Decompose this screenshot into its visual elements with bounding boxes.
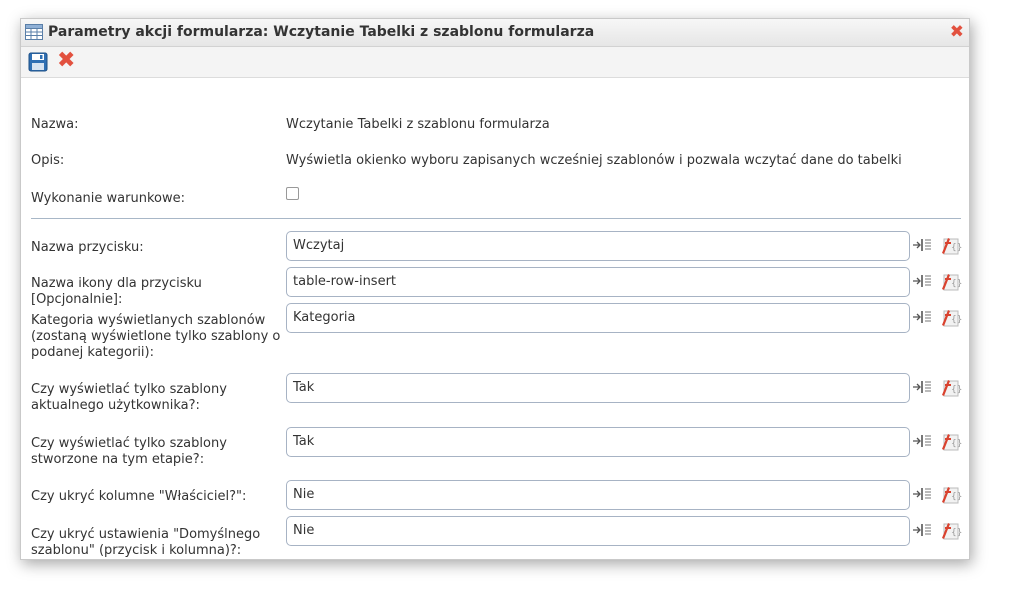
button-name-label: Nazwa przycisku:: [31, 240, 144, 255]
hide-default-template-field[interactable]: [286, 516, 910, 546]
insert-variable-icon[interactable]: [912, 523, 932, 537]
action-parameters-dialog: [20, 18, 970, 560]
svg-text:{}: {}: [951, 492, 963, 502]
hide-owner-column-value: Nie: [293, 487, 315, 502]
current-user-only-field[interactable]: [286, 373, 910, 403]
button-name-field[interactable]: [286, 231, 910, 261]
template-category-label: Kategoria wyświetlanych szablonów (zostaną wyświetlone tylko szablony o podanej kategorii):: [31, 313, 281, 360]
insert-variable-icon[interactable]: [912, 310, 932, 324]
insert-variable-icon[interactable]: [912, 274, 932, 288]
function-editor-icon[interactable]: [939, 307, 963, 327]
current-user-only-value: Tak: [293, 380, 315, 395]
svg-text:{}: {}: [951, 528, 963, 538]
svg-text:{}: {}: [951, 279, 963, 289]
section-divider: [31, 218, 961, 219]
current-user-only-label: Czy wyświetlać tylko szablony aktualnego użytkownika?:: [31, 382, 227, 413]
function-editor-icon[interactable]: [939, 271, 963, 291]
dialog-title: Parametry akcji formularza: Wczytanie Tabelki z szablonu formularza: [48, 24, 595, 40]
dialog-titlebar[interactable]: [21, 19, 969, 47]
this-stage-only-value: Tak: [293, 434, 315, 449]
insert-variable-icon[interactable]: [912, 238, 932, 252]
template-category-field[interactable]: [286, 303, 910, 333]
this-stage-only-field[interactable]: [286, 427, 910, 457]
hide-default-template-label: Czy ukryć ustawienia "Domyślnego szablonu" (przycisk i kolumna)?:: [31, 527, 261, 558]
function-editor-icon[interactable]: [939, 235, 963, 255]
close-icon[interactable]: ✖: [949, 22, 964, 42]
insert-variable-icon[interactable]: [912, 434, 932, 448]
function-editor-icon[interactable]: [939, 431, 963, 451]
button-icon-field[interactable]: [286, 267, 910, 297]
svg-text:{}: {}: [951, 315, 963, 325]
cancel-button[interactable]: ✖: [57, 48, 76, 73]
button-icon-label: Nazwa ikony dla przycisku [Opcjonalnie]:: [31, 276, 202, 307]
svg-text:{}: {}: [951, 243, 963, 253]
dialog-toolbar: [21, 47, 969, 78]
hide-owner-column-label: Czy ukryć kolumne "Właściciel?":: [31, 489, 247, 504]
button-icon-value: table-row-insert: [293, 274, 397, 289]
save-button[interactable]: [28, 52, 48, 72]
hide-owner-column-field[interactable]: [286, 480, 910, 510]
hide-default-template-value: Nie: [293, 523, 315, 538]
conditional-execution-label: Wykonanie warunkowe:: [31, 191, 185, 206]
function-editor-icon[interactable]: [939, 377, 963, 397]
table-icon: [25, 24, 43, 40]
insert-variable-icon[interactable]: [912, 380, 932, 394]
button-name-value: Wczytaj: [293, 238, 345, 253]
dialog-content: [21, 78, 969, 559]
function-editor-icon[interactable]: [939, 484, 963, 504]
name-value: Wczytanie Tabelki z szablonu formularza: [286, 117, 550, 132]
insert-variable-icon[interactable]: [912, 487, 932, 501]
svg-text:{}: {}: [951, 385, 963, 395]
function-editor-icon[interactable]: [939, 520, 963, 540]
template-category-value: Kategoria: [293, 310, 356, 325]
conditional-execution-checkbox[interactable]: [286, 187, 299, 200]
description-label: Opis:: [31, 153, 65, 168]
svg-text:{}: {}: [951, 439, 963, 449]
this-stage-only-label: Czy wyświetlać tylko szablony stworzone na tym etapie?:: [31, 436, 227, 467]
name-label: Nazwa:: [31, 117, 79, 132]
description-value: Wyświetla okienko wyboru zapisanych wcześniej szablonów i pozwala wczytać dane do tabelki: [286, 153, 902, 168]
